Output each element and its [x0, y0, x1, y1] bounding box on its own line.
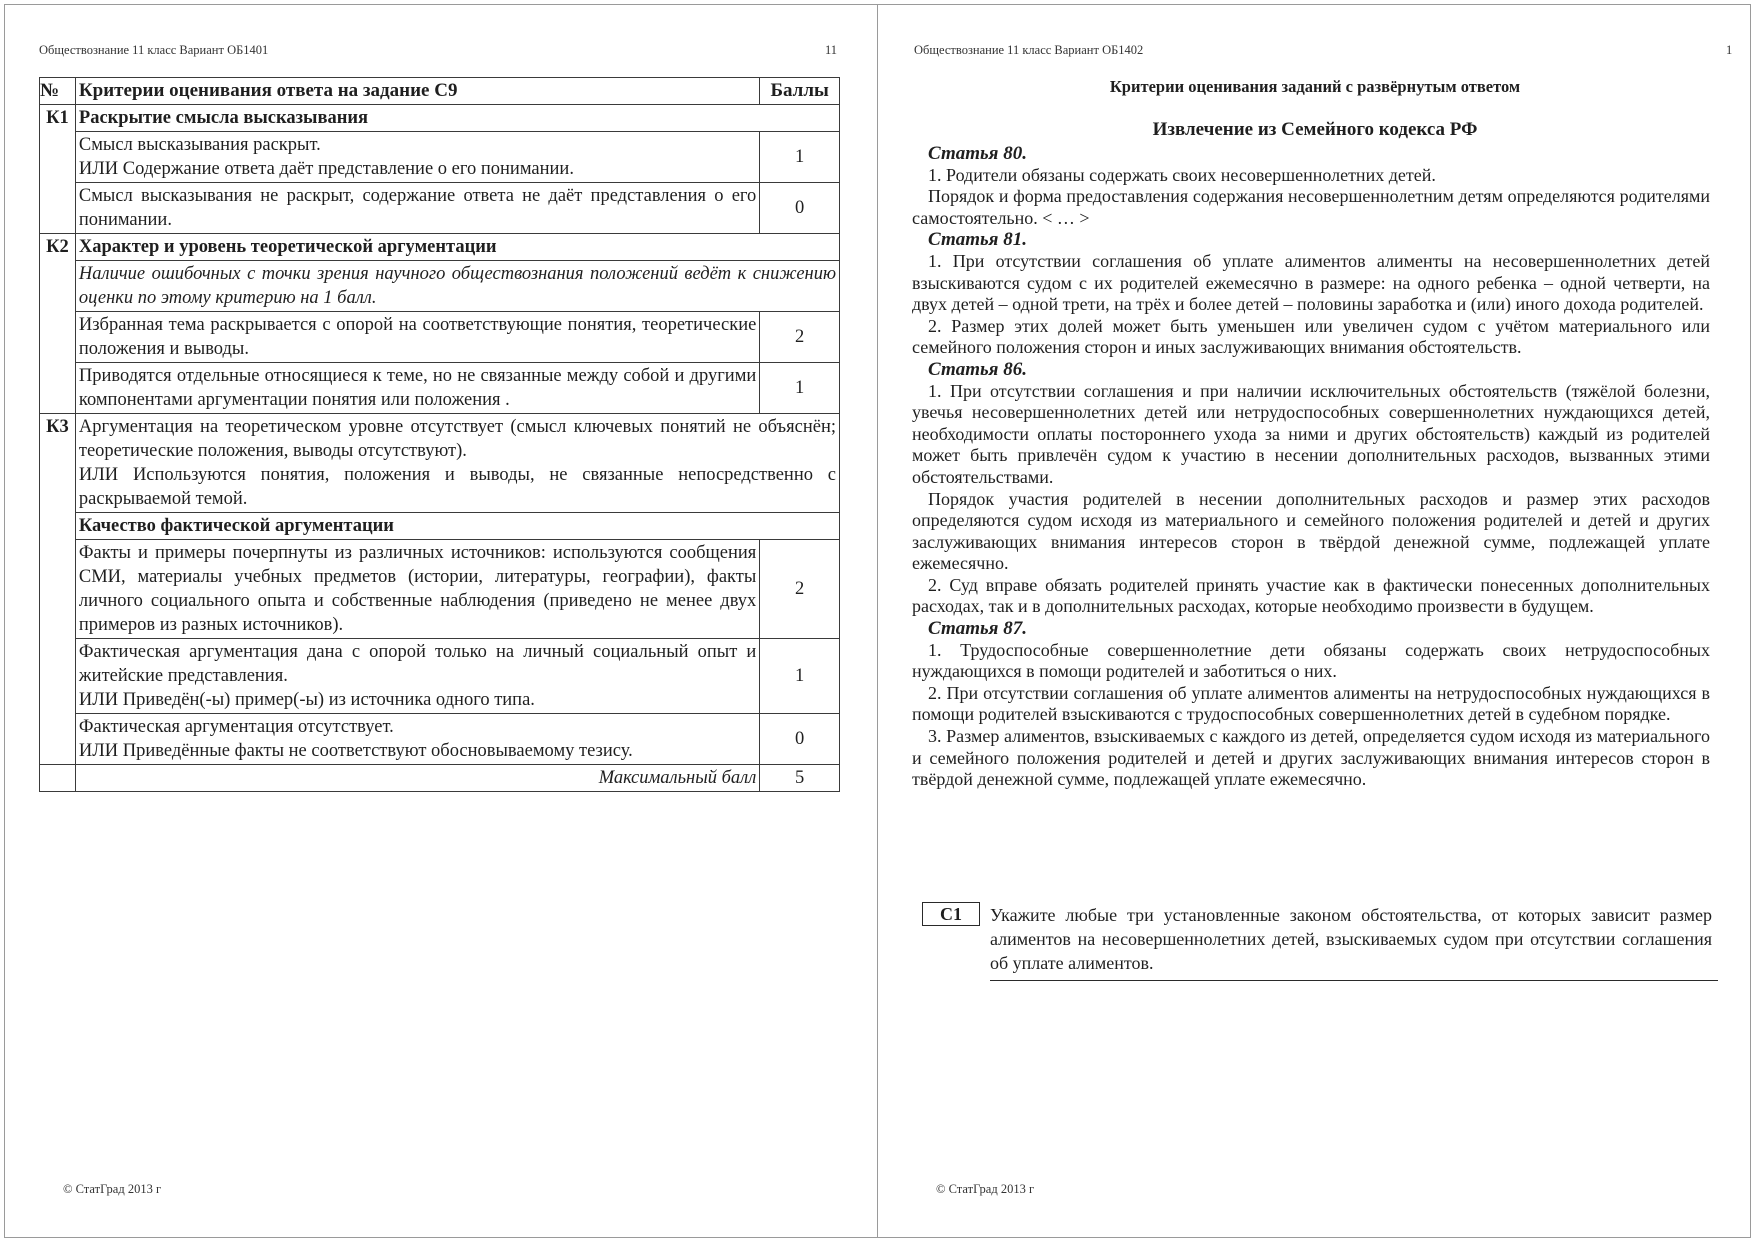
table-row: [40, 261, 840, 312]
criterion-note: Наличие ошибочных с точки зрения научного обществознания положений ведёт к снижению оценки по этому критерию на 1 балл.: [75, 261, 839, 312]
score-cell: 1: [760, 363, 840, 414]
article-title: Статья 87.: [928, 618, 1027, 640]
column-header-score: Баллы: [760, 78, 840, 105]
criterion-code: К1: [40, 105, 76, 132]
right-page: [877, 4, 1751, 1238]
criterion-description: Смысл высказывания раскрыт. ИЛИ Содержание ответа даёт представление о его понимании.: [75, 132, 759, 183]
criterion-k2-header: [40, 234, 840, 261]
page-header: Обществознание 11 класс Вариант ОБ1402: [914, 43, 1144, 57]
article-title: Статья 80.: [928, 143, 1027, 164]
table-row: [40, 714, 840, 765]
page-footer: © СтатГрад 2013 г: [63, 1182, 162, 1196]
criterion-title: Раскрытие смысла высказывания: [75, 105, 839, 132]
criterion-title: Характер и уровень теоретической аргументации: [75, 234, 839, 261]
page-number: 11: [825, 43, 838, 57]
criterion-description: Фактическая аргументация дана с опорой только на личный социальный опыт и житейские представления. ИЛИ Приведён(-ы) пример(-ы) из источника одного типа.: [75, 639, 759, 714]
score-cell: 1: [760, 132, 840, 183]
article-paragraph: 2. Суд вправе обязать родителей принять участие как в фактически понесенных дополнительных расходах, так и в дополнительных расходах, которые необходимо произвести в будущем.: [912, 574, 1710, 617]
document-subtitle: Извлечение из Семейного кодекса РФ: [1152, 119, 1478, 140]
criterion-k1-header: [40, 105, 840, 132]
page-header: Обществознание 11 класс Вариант ОБ1401: [39, 43, 269, 57]
table-row: [40, 312, 840, 363]
article-paragraph: 3. Размер алиментов, взыскиваемых с каждого из детей, определяется судом исходя из материального и семейного положения родителей и детей и других заслуживающих внимания интересов сторон в твёрдой денежной сумме, подлежащей уплате ежемесячно.: [912, 726, 1710, 790]
document-body: [912, 143, 1710, 791]
page-title: Критерии оценивания заданий с развёрнутым ответом: [1109, 77, 1521, 96]
score-cell: 2: [760, 312, 840, 363]
article-paragraph: Порядок участия родителей в несении дополнительных расходов и размер этих расходов определяются судом исходя из материального и семейного положения родителей и детей и других заслуживающих внимания интересов сторон в твёрдой денежной сумме, подлежащей уплате ежемесячно.: [912, 488, 1710, 574]
max-score-value: 5: [760, 765, 840, 792]
article-paragraph: 1. При отсутствии соглашения и при наличии исключительных обстоятельств (тяжёлой болезни, увечья несовершеннолетних детей или нетрудоспособных совершеннолетних нуждающихся детей, необходимости оплаты постороннего ухода за ними и других обстоятельств) каждый из родителей может быть привлечён судом к участию в несении дополнительных расходов, вызванных этими обстоятельствами.: [912, 380, 1710, 487]
max-score-row: [40, 765, 840, 792]
article-paragraph: 1. Трудоспособные совершеннолетние дети обязаны содержать своих нетрудоспособных нуждающихся в помощи родителей и заботиться о них.: [912, 639, 1710, 682]
table-row: [40, 414, 840, 513]
article-paragraph: 2. Размер этих долей может быть уменьшен или увеличен судом с учётом материального или семейного положения сторон и иных заслуживающих внимания обстоятельств.: [912, 315, 1710, 358]
table-row: [40, 132, 840, 183]
criterion-description: Факты и примеры почерпнуты из различных источников: используются сообщения СМИ, материалы учебных предметов (истории, литературы, географии), факты личного социального опыта и собственные наблюдения (приведено не менее двух примеров из разных источников).: [75, 540, 759, 639]
table-row: [40, 183, 840, 234]
article-paragraph: 1. Родители обязаны содержать своих несовершеннолетних детей.: [928, 164, 1436, 185]
criterion-description: Аргументация на теоретическом уровне отсутствует (смысл ключевых понятий не объяснён; теоретические положения, выводы отсутствуют). ИЛИ Используются понятия, положения и выводы, не связанные непосредственно с раскрываемой темой.: [75, 414, 839, 513]
article-paragraph: 1. При отсутствии соглашения об уплате алиментов алименты на несовершеннолетних детей взыскиваются судом с их родителей ежемесячно в размере: на одного ребенка – одной четверти, на двух детей – одной трети, на трёх и более детей – половины заработка и (или) иного дохода родителей.: [912, 250, 1710, 315]
score-cell: 1: [760, 639, 840, 714]
criterion-code: К3: [40, 414, 76, 513]
column-header-criteria: Критерии оценивания ответа на задание С9: [75, 78, 759, 105]
criterion-k3-header: [40, 513, 840, 540]
task-code-box: С1: [922, 902, 980, 926]
criterion-code: К2: [40, 234, 76, 261]
table-row: [40, 639, 840, 714]
article-title: Статья 81.: [928, 229, 1027, 251]
page-number: 1: [1726, 43, 1733, 57]
score-cell: 0: [760, 183, 840, 234]
page-footer: © СтатГрад 2013 г: [936, 1182, 1035, 1196]
column-header-number: №: [40, 78, 76, 105]
article-paragraph: Порядок и форма предоставления содержания несовершеннолетним детям определяются родителями самостоятельно. < … >: [912, 186, 1710, 228]
left-page: [4, 4, 878, 1238]
article-title: Статья 86.: [928, 358, 1027, 380]
criterion-title: Качество фактической аргументации: [75, 513, 839, 540]
max-score-label: Максимальный балл: [75, 765, 759, 792]
score-cell: 2: [760, 540, 840, 639]
criterion-description: Избранная тема раскрывается с опорой на соответствующие понятия, теоретические положения и выводы.: [75, 312, 759, 363]
criterion-description: Фактическая аргументация отсутствует. ИЛИ Приведённые факты не соответствуют обосновываемому тезису.: [75, 714, 759, 765]
table-row: [40, 363, 840, 414]
criterion-description: Смысл высказывания не раскрыт, содержание ответа не даёт представления о его понимании.: [75, 183, 759, 234]
article-paragraph: 2. При отсутствии соглашения об уплате алиментов алименты на нетрудоспособных нуждающихся в помощи родителей взыскиваются с трудоспособных совершеннолетних детей в судебном порядке.: [912, 682, 1710, 725]
table-header-row: [40, 78, 840, 105]
table-row: [40, 540, 840, 639]
criterion-description: Приводятся отдельные относящиеся к теме, но не связанные между собой и другими компонентами аргументации понятия или положения .: [75, 363, 759, 414]
score-cell: 0: [760, 714, 840, 765]
criteria-table: [39, 77, 840, 792]
answer-divider: [990, 980, 1718, 981]
task-text: Укажите любые три установленные законом обстоятельства, от которых зависит размер алиментов на несовершеннолетних детей, взыскиваемых судом при отсутствии соглашения об уплате алиментов.: [990, 905, 1712, 973]
